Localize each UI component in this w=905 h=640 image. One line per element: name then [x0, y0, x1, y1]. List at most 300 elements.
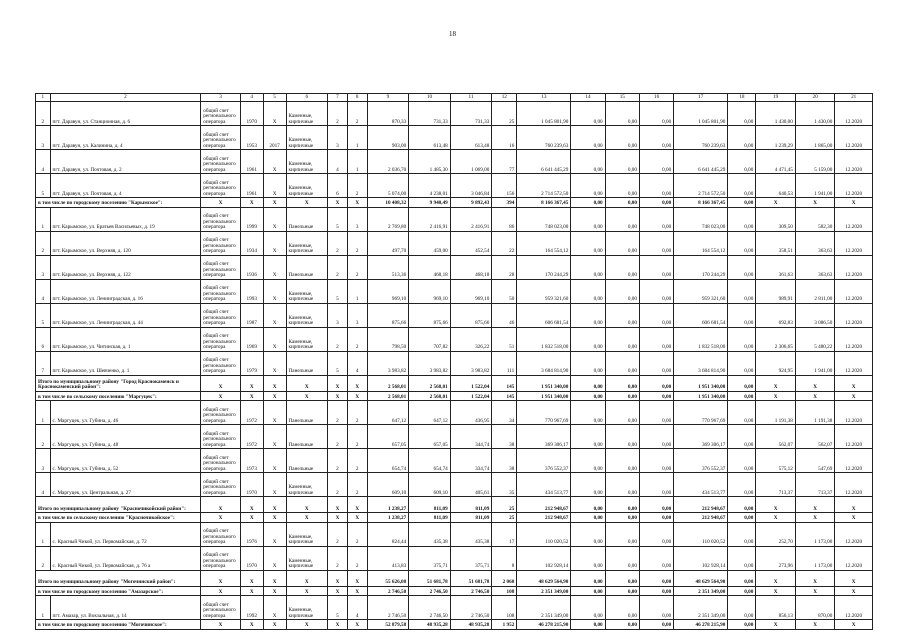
table-cell: 1934	[240, 231, 263, 255]
table-cell: 959 321,60	[674, 279, 728, 303]
column-number-cell: 21	[835, 94, 873, 102]
table-cell: пгт. Карымское, ул. Ленинградская, д. 44	[50, 303, 201, 327]
table-cell: 55 626,08	[367, 570, 409, 586]
column-number-cell: 9	[367, 94, 409, 102]
table-cell: 2	[347, 174, 367, 198]
table-cell: 2	[347, 255, 367, 279]
table-cell: 2 568,01	[367, 391, 409, 401]
table-cell: 1961	[240, 174, 263, 198]
table-cell: общий счет регионального оператора	[201, 255, 241, 279]
table-row	[36, 207, 873, 231]
table-cell: 0,00	[571, 401, 605, 425]
table-row	[36, 522, 873, 546]
table-cell: 731,33	[450, 102, 492, 126]
table-cell: 1	[36, 401, 51, 425]
table-cell: 760 239,63	[674, 126, 728, 150]
table-cell: 46 278 215,90	[517, 620, 571, 630]
table-cell: 212 948,67	[517, 497, 571, 513]
table-cell: 0,00	[605, 586, 639, 596]
table-cell: 0,00	[728, 126, 756, 150]
table-cell: 16	[492, 126, 517, 150]
table-cell: 212 948,67	[674, 497, 728, 513]
table-cell: 12.2020	[835, 150, 873, 174]
table-cell: 0,00	[605, 391, 639, 401]
table-cell: X	[795, 497, 835, 513]
table-cell: 0,00	[571, 375, 605, 391]
table-cell: 613,48	[409, 126, 451, 150]
table-cell: 2	[36, 231, 51, 255]
table-cell: 3 684 814,90	[674, 351, 728, 375]
table-cell: 0,00	[639, 351, 673, 375]
table-cell: 1 045 801,90	[517, 102, 571, 126]
table-cell: X	[263, 620, 286, 630]
table-cell: общий счет регионального оператора	[201, 546, 241, 570]
table-cell: 12.2020	[835, 449, 873, 473]
table-cell: 436,95	[450, 401, 492, 425]
table-cell: общий счет регионального оператора	[201, 207, 241, 231]
table-cell: 2	[328, 425, 348, 449]
table-cell: 334,74	[450, 449, 492, 473]
table-cell: 547,69	[795, 449, 835, 473]
table-cell: 606 681,54	[517, 303, 571, 327]
table-cell: 0,00	[728, 522, 756, 546]
table-cell: 0,00	[605, 513, 639, 523]
table-cell: 405,61	[450, 473, 492, 497]
table-cell: 38	[492, 449, 517, 473]
table-cell: 0,00	[639, 391, 673, 401]
table-cell: 1936	[240, 255, 263, 279]
table-cell: 38	[492, 425, 517, 449]
table-cell: Каменные, кирпичные	[286, 102, 328, 126]
table-cell: X	[347, 391, 367, 401]
table-cell: X	[263, 303, 286, 327]
table-cell: 145	[492, 391, 517, 401]
table-cell: 110 020,52	[674, 522, 728, 546]
table-cell: 0,00	[639, 620, 673, 630]
table-cell: X	[756, 497, 796, 513]
table-cell: 5 159,00	[795, 150, 835, 174]
table-cell: X	[835, 570, 873, 586]
table-cell: 647,12	[367, 401, 409, 425]
table-cell: Панельные	[286, 351, 328, 375]
column-number-row	[36, 94, 873, 102]
table-cell: 8 166 367,45	[674, 198, 728, 208]
column-number-cell: 20	[795, 94, 835, 102]
table-cell: 609,10	[367, 473, 409, 497]
table-cell: 2	[347, 449, 367, 473]
table-cell: 0,00	[639, 449, 673, 473]
table-row	[36, 303, 873, 327]
table-cell: 0,00	[639, 198, 673, 208]
table-cell: 48 629 564,90	[674, 570, 728, 586]
table-cell: Каменные, кирпичные	[286, 150, 328, 174]
column-number-cell: 12	[492, 94, 517, 102]
table-cell: 811,09	[450, 497, 492, 513]
table-cell: 0,00	[728, 391, 756, 401]
table-cell: X	[201, 620, 241, 630]
table-cell: X	[328, 391, 348, 401]
table-cell: X	[286, 513, 328, 523]
table-cell: 46	[492, 303, 517, 327]
table-cell: 361,63	[756, 255, 796, 279]
table-cell: 1 191,38	[756, 401, 796, 425]
column-number-cell: 2	[50, 94, 201, 102]
table-cell: 2	[328, 522, 348, 546]
table-cell: 273,96	[756, 546, 796, 570]
table-cell: 369 306,17	[674, 425, 728, 449]
table-cell: 2 746,50	[367, 596, 409, 620]
table-cell: 363,63	[795, 255, 835, 279]
table-cell: 358,51	[756, 231, 796, 255]
table-cell: X	[795, 570, 835, 586]
table-cell: 1970	[240, 102, 263, 126]
table-cell: 2	[328, 449, 348, 473]
table-cell: 1	[36, 207, 51, 231]
table-cell: 2 568,01	[367, 375, 409, 391]
table-cell: 2 351 349,00	[517, 596, 571, 620]
table-cell: 959 321,60	[517, 279, 571, 303]
table-cell: общий счет регионального оператора	[201, 351, 241, 375]
column-number-cell: 15	[605, 94, 639, 102]
table-cell: 7	[36, 351, 51, 375]
table-cell: пгт. Даравун, ул. Калинина, д. 4	[50, 126, 201, 150]
table-cell: 0,00	[605, 522, 639, 546]
subtotal-row	[36, 391, 873, 401]
table-cell: X	[835, 586, 873, 596]
table-cell: общий счет регионального оператора	[201, 449, 241, 473]
table-cell: 4	[347, 351, 367, 375]
table-cell: X	[347, 513, 367, 523]
table-cell: 0,00	[728, 546, 756, 570]
table-cell: 2	[36, 102, 51, 126]
column-number-cell: 19	[756, 94, 796, 102]
table-cell: 770 967,69	[674, 401, 728, 425]
table-cell: 435,38	[409, 522, 451, 546]
table-cell: 609,10	[409, 473, 451, 497]
table-cell: 5	[328, 351, 348, 375]
table-cell: X	[263, 570, 286, 586]
table-cell: пгт. Даравун, ул. Станционная, д. 6	[50, 102, 201, 126]
table-cell: общий счет регионального оператора	[201, 102, 241, 126]
table-cell: 856,13	[756, 596, 796, 620]
table-cell: 0,00	[605, 351, 639, 375]
table-cell: X	[263, 255, 286, 279]
table-cell: 12.2020	[835, 401, 873, 425]
table-cell: 212 948,67	[517, 513, 571, 523]
table-cell: в том числе по городскому поселению "Могочинское":	[36, 620, 201, 630]
table-cell: 2	[36, 425, 51, 449]
table-cell: 0,00	[571, 279, 605, 303]
table-cell: 0,00	[605, 150, 639, 174]
table-cell: X	[263, 150, 286, 174]
table-cell: X	[347, 497, 367, 513]
table-cell: 5 074,00	[367, 174, 409, 198]
table-cell: Каменные, кирпичные	[286, 279, 328, 303]
table-cell: X	[263, 596, 286, 620]
table-cell: 2 416,91	[409, 207, 451, 231]
table-cell: 811,09	[409, 497, 451, 513]
table-cell: 1969	[240, 327, 263, 351]
table-cell: 0,00	[639, 522, 673, 546]
table-cell: X	[201, 586, 241, 596]
table-cell: X	[835, 391, 873, 401]
table-cell: X	[201, 375, 241, 391]
table-cell: 0,00	[605, 425, 639, 449]
table-cell: X	[286, 570, 328, 586]
table-cell: 50	[492, 279, 517, 303]
table-cell: X	[328, 375, 348, 391]
table-cell: X	[328, 586, 348, 596]
table-cell: 0,00	[728, 198, 756, 208]
table-cell: Каменные, кирпичные	[286, 231, 328, 255]
table-cell: 1987	[240, 303, 263, 327]
table-cell: 2017	[263, 126, 286, 150]
table-cell: 6	[36, 327, 51, 351]
table-cell: 34	[492, 401, 517, 425]
table-cell: 5 480,22	[795, 327, 835, 351]
table-cell: 1 430,00	[795, 102, 835, 126]
table-cell: общий счет регионального оператора	[201, 522, 241, 546]
table-cell: 1973	[240, 449, 263, 473]
table-cell: 0,00	[605, 327, 639, 351]
table-cell: 2 714 572,50	[674, 174, 728, 198]
table-cell: 2 568,01	[409, 391, 451, 401]
table-cell: X	[240, 586, 263, 596]
table-cell: 108	[492, 586, 517, 596]
table-cell: 713,37	[795, 473, 835, 497]
table-cell: 1 941,00	[795, 174, 835, 198]
table-cell: 875,66	[367, 303, 409, 327]
table-cell: 640,53	[756, 174, 796, 198]
table-cell: 1	[347, 126, 367, 150]
table-cell: в том числе по сельскому поселению "Красночикойское":	[36, 513, 201, 523]
housing-repair-table	[35, 93, 873, 630]
table-cell: 770 967,69	[517, 401, 571, 425]
column-number-cell: 17	[674, 94, 728, 102]
table-cell: 25	[492, 102, 517, 126]
table-cell: 1993	[240, 279, 263, 303]
table-cell: X	[756, 391, 796, 401]
table-cell: 654,74	[409, 449, 451, 473]
table-cell: с. Маргуцек, ул. Центральная, д. 27	[50, 473, 201, 497]
table-cell: 2	[347, 102, 367, 126]
table-cell: 0,00	[639, 570, 673, 586]
table-cell: 0,00	[571, 596, 605, 620]
table-cell: 0,00	[639, 596, 673, 620]
table-cell: 48 935,28	[450, 620, 492, 630]
table-cell: 0,00	[639, 207, 673, 231]
table-cell: Каменные, кирпичные	[286, 596, 328, 620]
table-cell: X	[347, 198, 367, 208]
column-number-cell: 4	[240, 94, 263, 102]
table-cell: 2	[328, 473, 348, 497]
table-cell: X	[328, 570, 348, 586]
table-cell: пгт. Карымское, ул. Верхняя, д. 120	[50, 231, 201, 255]
table-cell: X	[328, 497, 348, 513]
table-cell: X	[263, 497, 286, 513]
table-cell: 870,00	[795, 596, 835, 620]
table-row	[36, 546, 873, 570]
table-cell: 0,00	[571, 570, 605, 586]
table-cell: 1	[347, 279, 367, 303]
table-cell: общий счет регионального оператора	[201, 279, 241, 303]
table-cell: 0,00	[728, 279, 756, 303]
table-cell: 969,10	[409, 279, 451, 303]
table-cell: X	[347, 570, 367, 586]
table-cell: 28	[492, 255, 517, 279]
table-cell: X	[756, 620, 796, 630]
table-cell: X	[263, 102, 286, 126]
table-cell: 2 568,01	[409, 375, 451, 391]
table-cell: 0,00	[571, 620, 605, 630]
table-cell: 0,00	[639, 279, 673, 303]
table-cell: 156	[492, 174, 517, 198]
table-cell: 12.2020	[835, 596, 873, 620]
table-cell: в том числе по городскому поселению "Амазарское":	[36, 586, 201, 596]
column-number-cell: 11	[450, 94, 492, 102]
table-cell: 657,05	[367, 425, 409, 449]
table-cell: 468,18	[450, 255, 492, 279]
table-cell: 0,00	[639, 174, 673, 198]
table-cell: общий счет регионального оператора	[201, 596, 241, 620]
table-cell: 0,00	[728, 303, 756, 327]
table-cell: 0,00	[639, 586, 673, 596]
table-cell: 2	[347, 327, 367, 351]
column-number-cell: 10	[409, 94, 451, 102]
table-cell: X	[263, 391, 286, 401]
table-cell: 9 892,43	[450, 198, 492, 208]
column-number-cell: 6	[286, 94, 328, 102]
table-cell: 0,00	[728, 231, 756, 255]
table-cell: 1 485,30	[409, 150, 451, 174]
table-cell: 0,00	[571, 513, 605, 523]
table-cell: 1 832 518,00	[674, 327, 728, 351]
table-cell: 692,83	[756, 303, 796, 327]
table-cell: Панельные	[286, 449, 328, 473]
table-cell: 0,00	[728, 570, 756, 586]
table-cell: 811,09	[450, 513, 492, 523]
column-number-cell: 1	[36, 94, 51, 102]
subtotal-row	[36, 375, 873, 391]
table-cell: с. Маргуцек, ул. Губина, д. 48	[50, 425, 201, 449]
table-cell: X	[756, 570, 796, 586]
table-cell: 2	[328, 102, 348, 126]
table-cell: 0,00	[571, 522, 605, 546]
table-cell: 0,00	[605, 303, 639, 327]
table-cell: X	[240, 497, 263, 513]
table-cell: 0,00	[728, 255, 756, 279]
table-cell: 824,44	[367, 522, 409, 546]
table-cell: 0,00	[605, 473, 639, 497]
table-row	[36, 473, 873, 497]
table-cell: 0,00	[728, 401, 756, 425]
table-cell: 0,00	[571, 546, 605, 570]
table-cell: 0,00	[728, 351, 756, 375]
table-cell: X	[263, 231, 286, 255]
table-cell: X	[263, 375, 286, 391]
table-cell: общий счет регионального оператора	[201, 174, 241, 198]
table-cell: 2 746,50	[450, 586, 492, 596]
table-cell: 1 522,04	[450, 375, 492, 391]
table-cell: X	[201, 513, 241, 523]
table-cell: Каменные, кирпичные	[286, 126, 328, 150]
table-cell: Каменные, кирпичные	[286, 174, 328, 198]
table-cell: 2	[347, 522, 367, 546]
table-cell: 5	[328, 207, 348, 231]
column-number-cell: 14	[571, 94, 605, 102]
table-cell: 3 046,84	[450, 174, 492, 198]
table-cell: 1	[347, 150, 367, 174]
column-number-cell: 7	[328, 94, 348, 102]
table-cell: 0,00	[605, 126, 639, 150]
table-cell: X	[240, 513, 263, 523]
table-cell: X	[795, 198, 835, 208]
table-cell: общий счет регионального оператора	[201, 150, 241, 174]
table-cell: 748 023,00	[517, 207, 571, 231]
column-number-cell: 18	[728, 94, 756, 102]
table-cell: 12.2020	[835, 102, 873, 126]
table-cell: 3 983,82	[409, 351, 451, 375]
table-cell: 0,00	[728, 327, 756, 351]
table-cell: 1 865,00	[795, 126, 835, 150]
subtotal-row	[36, 513, 873, 523]
table-cell: X	[835, 198, 873, 208]
table-cell: Итого по муниципальному району "Красночикойский район":	[36, 497, 201, 513]
table-cell: X	[263, 522, 286, 546]
table-cell: 0,00	[605, 620, 639, 630]
table-cell: Каменные, кирпичные	[286, 303, 328, 327]
table-cell: 375,71	[450, 546, 492, 570]
table-cell: 12.2020	[835, 231, 873, 255]
table-cell: 0,00	[728, 375, 756, 391]
table-cell: 376 552,37	[674, 449, 728, 473]
table-cell: 969,10	[450, 279, 492, 303]
table-cell: X	[347, 586, 367, 596]
table-cell: 1970	[240, 546, 263, 570]
table-cell: 0,00	[605, 231, 639, 255]
table-cell: X	[240, 198, 263, 208]
table-cell: 1 832 518,00	[517, 327, 571, 351]
table-cell: X	[263, 351, 286, 375]
table-row	[36, 279, 873, 303]
table-cell: 170 244,29	[674, 255, 728, 279]
table-cell: 2	[36, 546, 51, 570]
table-cell: X	[795, 513, 835, 523]
table-cell: 102 928,14	[517, 546, 571, 570]
table-cell: 657,05	[409, 425, 451, 449]
table-cell: с. Красный Чикой, ул. Первомайская, д. 72	[50, 522, 201, 546]
table-cell: 2 811,00	[795, 279, 835, 303]
table-row	[36, 150, 873, 174]
table-cell: 2 746,50	[367, 586, 409, 596]
table-cell: X	[263, 449, 286, 473]
table-cell: 3	[347, 303, 367, 327]
table-cell: 5	[36, 303, 51, 327]
table-cell: 798,50	[367, 327, 409, 351]
table-cell: 870,33	[367, 102, 409, 126]
table-cell: 3	[328, 303, 348, 327]
table-cell: 0,00	[571, 449, 605, 473]
table-cell: 0,00	[728, 174, 756, 198]
table-cell: 413,83	[367, 546, 409, 570]
table-cell: 1976	[240, 522, 263, 546]
table-cell: X	[756, 375, 796, 391]
table-cell: 0,00	[571, 102, 605, 126]
table-cell: общий счет регионального оператора	[201, 425, 241, 449]
table-cell: 0,00	[639, 150, 673, 174]
table-cell: Каменные, кирпичные	[286, 546, 328, 570]
table-cell: 52 879,58	[367, 620, 409, 630]
